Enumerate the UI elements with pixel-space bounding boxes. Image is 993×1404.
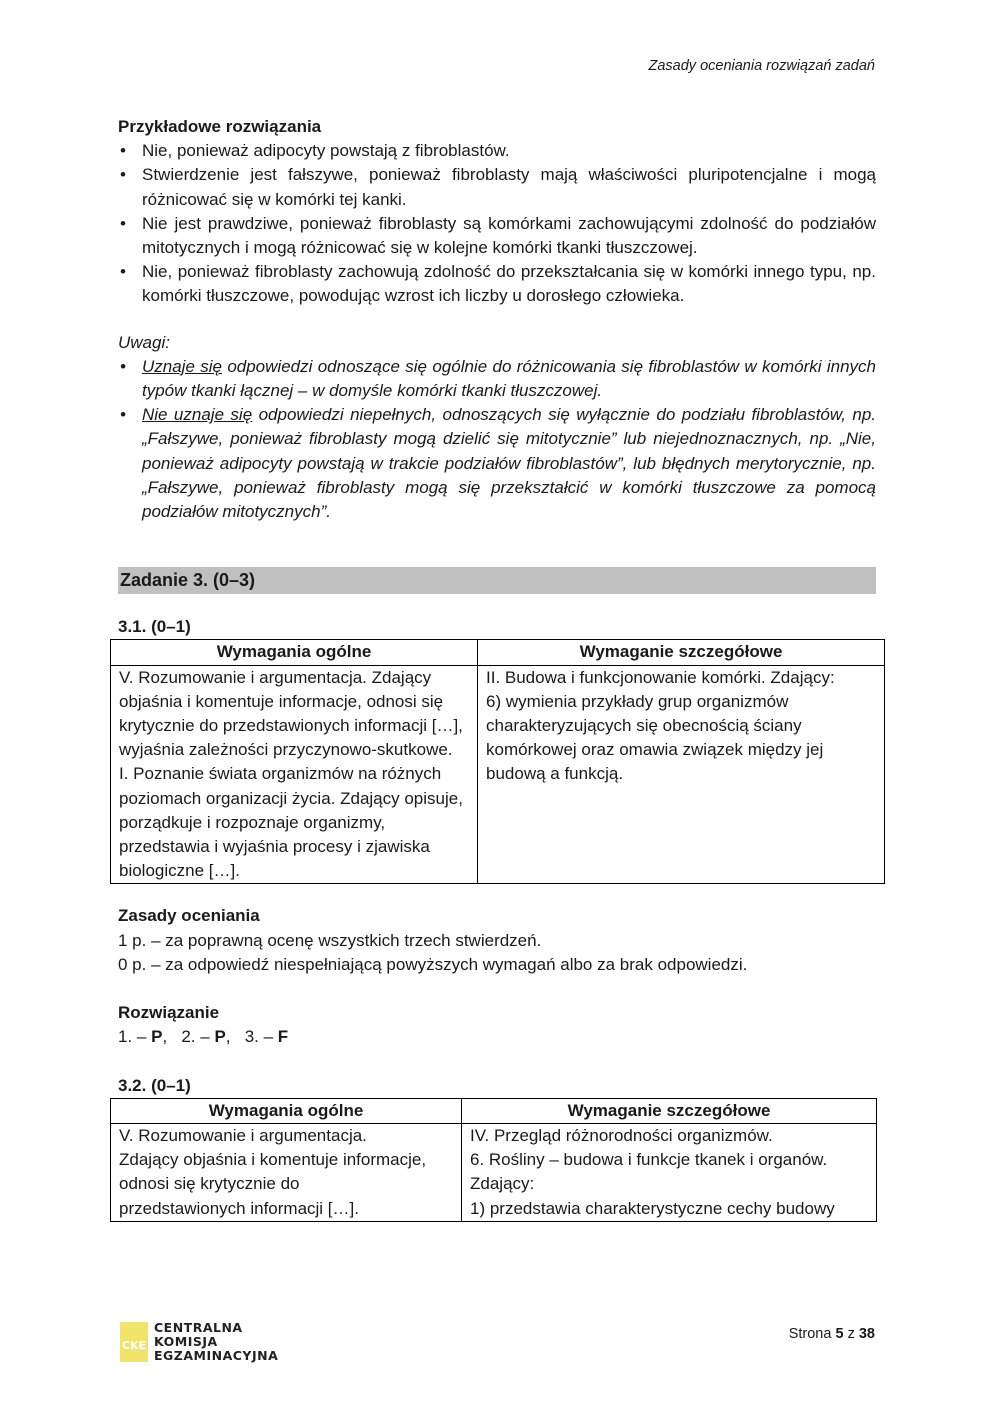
col-general-header: Wymagania ogólne bbox=[111, 1098, 462, 1123]
logo-line-2: KOMISJA bbox=[154, 1334, 218, 1349]
subtask-3-2-title: 3.2. (0–1) bbox=[118, 1075, 191, 1095]
answer-1-value: P bbox=[151, 1027, 163, 1047]
general-requirements-cell: V. Rozumowanie i argumentacja. Zdający objaśnia i komentuje informacje, odnosi się krytycznie do przedstawionych informacji […], wyjaśnia zależności przyczynowo-skutkowe. I. Poznanie świata organizmów na różnych poziomach organizacji życia. Zdający opisuje, porządkuje i rozpoznaje organizmy, przedstawia i wyjaśnia procesy i zjawiska biologiczne […]. bbox=[111, 665, 478, 884]
cke-logo bbox=[120, 1321, 278, 1363]
answer-2-num: 2. – bbox=[181, 1027, 215, 1047]
requirements-table-3-2 bbox=[110, 1098, 877, 1222]
page-number: Strona 5 z 38 bbox=[788, 1326, 875, 1342]
example-item: • Stwierdzenie jest fałszywe, ponieważ fibroblasty mają właściwości pluripotencjalne i mogą różnicować się w komórki tej kanki. bbox=[118, 163, 876, 211]
logo-line-1: CENTRALNA bbox=[154, 1320, 243, 1335]
remarks-heading: Uwagi: bbox=[118, 332, 170, 352]
logo-line-3: EGZAMINACYJNA bbox=[154, 1348, 279, 1363]
running-header: Zasady oceniania rozwiązań zadań bbox=[648, 58, 875, 74]
scoring-rule-0: 0 p. – za odpowiedź niespełniającą powyższych wymagań albo za brak odpowiedzi. bbox=[118, 954, 748, 974]
solution-heading: Rozwiązanie bbox=[118, 1003, 220, 1023]
examples-list bbox=[118, 139, 876, 308]
cke-logo-icon bbox=[120, 1322, 148, 1362]
remark-accepted-text: odpowiedzi odnoszące się ogólnie do różnicowania się fibroblastów w komórki innych typów tkanki łącznej – w domyśle komórki tkanki tłuszczowej. bbox=[142, 356, 876, 401]
scoring-heading: Zasady oceniania bbox=[118, 906, 260, 926]
col-general-header: Wymagania ogólne bbox=[111, 640, 478, 665]
example-item: • Nie jest prawdziwe, ponieważ fibroblasty są komórkami zachowującymi zdolność do podziałów mitotycznych i mogą różnicować się w kolejne komórki tkanki tłuszczowej. bbox=[118, 212, 876, 260]
col-specific-header: Wymaganie szczegółowe bbox=[478, 640, 885, 665]
remark-item-accepted bbox=[118, 355, 876, 403]
remark-accepted-label: Uznaje się bbox=[142, 356, 222, 376]
cke-logo-initials: CKE bbox=[121, 1339, 147, 1352]
requirements-table-3-1 bbox=[110, 639, 885, 884]
solution-answers: 1. – P, 2. – P, 3. – F bbox=[118, 1027, 289, 1047]
answer-1-num: 1. – bbox=[118, 1027, 152, 1047]
page-current: 5 bbox=[835, 1326, 844, 1342]
col-specific-header: Wymaganie szczegółowe bbox=[462, 1098, 877, 1123]
remarks-list bbox=[118, 355, 876, 524]
example-item: • Nie, ponieważ adipocyty powstają z fibroblastów. bbox=[118, 139, 876, 163]
task-title-bar: Zadanie 3. (0–3) bbox=[118, 567, 876, 594]
answer-3-value: F bbox=[277, 1027, 289, 1047]
general-requirements-cell: V. Rozumowanie i argumentacja. Zdający objaśnia i komentuje informacje, odnosi się krytycznie do przedstawionych informacji […]. bbox=[111, 1123, 462, 1221]
specific-requirements-cell: II. Budowa i funkcjonowanie komórki. Zdający: 6) wymienia przykłady grup organizmów charakteryzujących się obecnością ściany komórkowej oraz omawia związek między jej budową a funkcją. bbox=[478, 665, 885, 884]
main-content bbox=[118, 115, 876, 1222]
page-total: 38 bbox=[858, 1326, 875, 1342]
answer-2-value: P bbox=[214, 1027, 226, 1047]
examples-heading: Przykładowe rozwiązania bbox=[118, 117, 322, 136]
answer-3-num: 3. – bbox=[244, 1027, 278, 1047]
remark-rejected-label: Nie uznaje się bbox=[142, 405, 253, 425]
example-item: • Nie, ponieważ fibroblasty zachowują zdolność do przekształcania się w komórki innego typu, np. komórki tłuszczowe, powodując wzrost ich liczby u dorosłego człowieka. bbox=[118, 260, 876, 308]
subtask-3-1-title: 3.1. (0–1) bbox=[118, 617, 191, 637]
remark-item-rejected bbox=[118, 403, 876, 524]
specific-requirements-cell: IV. Przegląd różnorodności organizmów. 6. Rośliny – budowa i funkcje tkanek i organów. Zdający: 1) przedstawia charakterystyczne cechy budowy bbox=[462, 1123, 877, 1221]
scoring-rule-1: 1 p. – za poprawną ocenę wszystkich trzech stwierdzeń. bbox=[118, 930, 542, 950]
cke-logo-text bbox=[154, 1321, 278, 1363]
remark-rejected-text: odpowiedzi niepełnych, odnoszących się wyłącznie do podziału fibroblastów, np. „Fałszywe, ponieważ fibroblasty mogą dzielić się mitotycznie” lub niejednoznacznych, np. „Nie, ponieważ adipocyty powstają w trakcie podziałów fibroblastów”, lub błędnych merytorycznie, np. „Fałszywe, ponieważ fibroblasty mogą się przekształcić w komórki tłuszczowe za pomocą podziałów mitotycznych”. bbox=[142, 405, 876, 522]
